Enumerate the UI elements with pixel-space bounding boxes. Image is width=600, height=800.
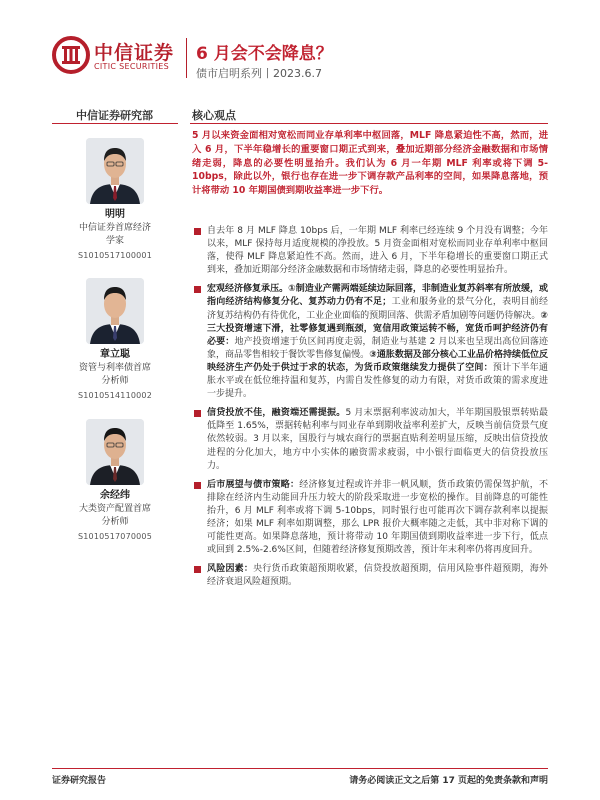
logo-chinese-name: 中信证券 [94,42,175,64]
bullet-square-icon [194,410,201,417]
bullet-lead: 信贷投放不佳，融资端还需提振。 [207,408,346,419]
analyst-name: 余经纬 [100,490,130,501]
core-views-heading: 核心观点 [192,109,236,122]
person-icon [86,278,144,344]
analyst-cert-no: S1010514110002 [77,391,153,400]
bullet-text: 经济修复过程或许并非一帆风顺，货币政策仍需保驾护航，不排除在经济内生动能回升压力较大的阶段采取进一步宽松的操作。目前降息的可能性抬升，6 月 MLF 利率或将下调 5-10bps，同时银行也可能再次下调存款利率以提振经济；如果 MLF 利率如期调整，那么 LPR 报价大概率随之走低，其中非对称下调的可能性更高。如果降息落地，预计将带动 10 年期国债到期收益率进一步下行，低点或回到 2.5%-2.6%区间，但随着经济修复预期改善，预计年末利率仍将再度回升。 [207,479,548,556]
core-summary: 5 月以来资金面相对宽松而同业存单利率中枢回落，MLF 降息紧迫性不高，然而，进入 6 月，下半年稳增长的重要窗口期正式到来，叠加近期部分经济金融数据和市场情绪走弱，降息的必要性明显抬升。我们认为 6 月一年期 MLF 利率或将下调 5-10bps，除此以外，银行也存在进一步下调存款产品利率的空间，如果降息落地，预计将带动 10 年期国债到期收益率进一步下行。 [192,130,548,197]
main-heading-rule [190,123,548,124]
bullet-text: 地产投资增速于负区间再度走弱，制造业与基建 2 月以来也呈现出高位回落迹象，商品零售相较于餐饮零售修复偏慢。 [207,336,548,360]
bullet-square-icon [194,566,201,573]
citic-logo-icon [52,36,90,74]
analyst-name: 明明 [105,209,125,220]
footer-disclaimer: 请务必阅读正文之后第 17 页起的免责条款和声明 [349,776,548,786]
bullet-lead: 风险因素： [207,564,254,575]
bullet-square-icon [194,228,201,235]
list-item [192,563,548,589]
analyst-name: 章立聪 [100,349,130,360]
bullet-text: 自去年 8 月 MLF 降息 10bps 后，一年期 MLF 利率已经连续 9 个月没有调整；今年以来，MLF 保持每月适度规模的净投放。5 月资金面相对宽松而同业存单利率中枢回落，使得 MLF 降息紧迫性不高。然而，进入 6 月，下半年稳增长的重要窗口期正式到来，叠加近期部分经济金融数据和市场情绪走弱，降息的必要性明显抬升。 [207,226,548,276]
analyst-title-cont: 学家 [105,236,124,246]
bullet-emphasis: ②三大投资增速下滑，社零修复遇到瓶颈，宽信用政策运转不畅，宽货币呵护经济仍有必要： [207,310,548,347]
analyst-card [52,278,178,402]
list-item [192,407,548,472]
report-series-date: 债市启明系列丨2023.6.7 [196,67,322,80]
bullet-lead: 宏观经济修复承压。 [207,284,289,295]
person-icon [86,138,144,204]
analyst-title: 中信证券首席经济 [78,223,151,233]
list-item [192,283,548,401]
bullet-text: 央行货币政策超预期收紧，信贷投放超预期，信用风险事件超预期，海外经济衰退风险超预期。 [207,564,548,588]
footer-rule [52,768,548,769]
analyst-title: 大类资产配置首席 [78,504,151,514]
bullet-emphasis: ③通胀数据及部分核心工业品价格持续低位反映经济生产仍处于供过于求的状态，为货币政策继续发力提供了空间： [207,349,548,373]
avatar [86,138,144,204]
citic-logo [52,36,182,76]
avatar [86,419,144,485]
sidebar-heading-rule [52,123,178,124]
analyst-card [52,138,178,262]
list-item [192,225,548,277]
research-dept-heading: 中信证券研究部 [76,109,153,122]
bullet-lead: 后市展望与债市策略： [207,479,300,490]
analyst-card [52,419,178,543]
analyst-cert-no: S1010517070005 [77,532,153,541]
analyst-title: 资管与利率债首席 [78,363,151,373]
bullet-text: 5 月末票据利率波动加大，半年期国股银票转贴最低降至 1.65%，票据转帖利率与同业存单到期收益率利差扩大，反映当前信贷景气度依然较弱。3 月以来，国股行与城农商行的票据直贴利差明显压缩，反映出信贷投放进程的分化加大，地方中小实体的融资需求疲弱，中小银行面临更大的信贷投放压力。 [207,408,548,471]
key-points-list [192,225,548,595]
header-divider [186,38,187,78]
logo-english-name: CITIC SECURITIES [94,62,169,71]
list-item [192,479,548,558]
bullet-text: 预计下半年通胀水平或在低位维持温和复苏，内需自发性修复的动力有限，对货币政策的需求度进一步提升。 [207,362,548,400]
bullet-square-icon [194,482,201,489]
person-icon [86,419,144,485]
avatar [86,278,144,344]
analyst-title-cont: 分析师 [101,376,129,386]
bullet-text: 工业和服务业的景气分化，表明目前经济复苏结构仍有待优化，工业企业面临的预期回落、供需矛盾加剧等问题仍待解决。 [207,297,548,321]
footer-report-type: 证券研究报告 [52,776,107,786]
report-title: 6 月会不会降息？ [196,44,333,64]
bullet-square-icon [194,286,201,293]
analyst-title-cont: 分析师 [101,517,129,527]
analyst-cert-no: S1010517100001 [77,251,153,260]
bullet-emphasis: ①制造业产需两端延续边际回落，非制造业复苏斜率有所放缓，或指向经济结构修复分化、复苏动力仍有不足； [207,284,548,308]
